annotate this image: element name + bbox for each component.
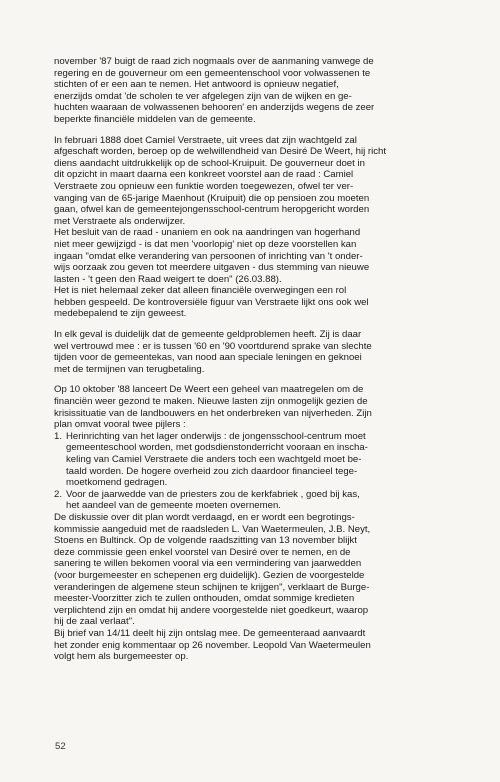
paragraph-5: [54, 329, 462, 375]
text-line: lasten - 't geen den Raad weigert te doen" (26.03.88).: [54, 273, 282, 285]
text-line: moetkomend gedragen.: [66, 477, 168, 489]
text-line: hij de zaal verlaat".: [54, 616, 135, 628]
text-line: het zonder enig kommentaar op 26 november. Leopold Van Waetermeulen: [54, 639, 371, 651]
text-line: Bij brief van 14/11 deelt hij zijn ontslag mee. De gemeenteraad aanvaardt: [54, 627, 366, 639]
text-line: Het besluit van de raad - unaniem en ook na aandringen van hogerhand: [54, 227, 361, 239]
text-line: taald worden. De hogere overheid zou zich daardoor financieel tege-: [66, 465, 358, 477]
text-line: dit opzicht in maart daarna een konkreet voorstel aan de raad : Camiel: [54, 169, 354, 181]
list-item-number: 2.: [54, 488, 63, 500]
text-line: vanging van de 65-jarige Maenhout (Kruipuit) die op pensioen zou moeten: [54, 192, 370, 204]
text-line: kommissie aangeduid met de raadsleden L. Van Waetermeulen, J.B. Neyt,: [54, 523, 371, 535]
text-line: Herinrichting van het lager onderwijs : de jongensschool-centrum moet: [66, 430, 366, 442]
text-line: deze commissie geen enkel voorstel van Desiré over te nemen, en de: [54, 546, 351, 558]
text-line: (voor burgemeester en schepenen erg duidelijk). Gezien de voorgestelde: [54, 569, 365, 581]
text-line: niet meer gewijzigd - is dat men 'voorlopig' niet op deze voorstellen kan: [54, 238, 357, 250]
page-body: [54, 56, 462, 663]
text-line: tijden voor de gemeentekas, van nood aan speciale leningen en geknoei: [54, 352, 362, 364]
text-line: beperkte financiële middelen van de gemeente.: [54, 113, 256, 125]
page-number: 52: [55, 741, 66, 752]
text-line: enerzijds omdat 'de scholen te ver afgelegen zijn van de wijken en ge-: [54, 90, 352, 102]
paragraph-1: [54, 56, 462, 126]
paragraph-6: [54, 384, 462, 430]
text-line: het aandeel van de gemeente moeten overnemen.: [66, 500, 281, 512]
list-item: [54, 489, 462, 512]
paragraph-4: [54, 285, 462, 320]
text-line: afgeschaft worden, beroep op de welwillendheid van Desiré De Weert, hij richt: [54, 146, 387, 158]
paragraph-8: [54, 628, 462, 663]
text-line: stichten of er een aan te nemen. Het antwoord is opnieuw negatief,: [54, 79, 339, 91]
text-line: In elk geval is duidelijk dat de gemeente geldproblemen heeft. Zij is daar: [54, 329, 362, 341]
text-line: keling van Camiel Verstraete die anders toch een wachtgeld moet be-: [66, 454, 362, 465]
text-line: financiën weer gezond te maken. Nieuwe lasten zijn onmogelijk gezien de: [54, 396, 368, 408]
paragraph-2: [54, 135, 462, 228]
text-line: november '87 buigt de raad zich nogmaals over de aanmaning vanwege de: [54, 56, 374, 67]
text-line: Voor de jaarwedde van de priesters zou de kerkfabriek , goed bij kas,: [66, 488, 360, 500]
text-line: Verstraete zou opnieuw een funktie worden toegewezen, ofwel ter ver-: [54, 180, 354, 192]
text-line: Stoens en Bultinck. Op de volgende raadszitting van 13 november blijkt: [54, 535, 357, 547]
text-line: gemeenteschool worden, met godsdienstonderricht vooraan en inscha-: [66, 442, 368, 454]
text-line: plan omvat vooral twee pijlers :: [54, 419, 186, 431]
text-line: volgt hem als burgemeester op.: [54, 651, 189, 663]
text-line: ingaan "omdat elke verandering van persoonen of inrichting van 't onder-: [54, 250, 363, 262]
text-line: krisissituatie van de landbouwers en het onderbreken van nijverheden. Zijn: [54, 407, 372, 419]
list-item-text: [66, 431, 462, 489]
text-line: veranderingen de algemene steun schijnen te krijgen", verklaart de Burge-: [54, 581, 370, 593]
text-line: met Verstraete als onderwijzer.: [54, 215, 186, 227]
paragraph-7: [54, 512, 462, 628]
text-line: Op 10 oktober '88 lanceert De Weert een geheel van maatregelen om de: [54, 384, 364, 396]
text-line: meester-Voorzitter zich te zullen onthouden, omdat sommige kredieten: [54, 593, 355, 605]
paragraph-3: [54, 227, 462, 285]
list-item: [54, 431, 462, 489]
list-item-text: [66, 489, 462, 512]
text-line: gaan, ofwel kan de gemeentejongensschool-centrum heropgericht worden: [54, 204, 370, 216]
text-line: hebben gespeeld. De kontroversiële figuur van Verstraete lijkt ons ook wel: [54, 296, 369, 308]
text-line: wijs oorzaak zou geven tot meerdere uitgaven - dus stemming van nieuwe: [54, 262, 370, 274]
text-line: medebepalend te zijn geweest.: [54, 308, 187, 320]
text-line: met de termijnen van terugbetaling.: [54, 363, 205, 375]
text-line: sanering te willen bekomen vooral via een vermindering van jaarwedden: [54, 558, 362, 570]
text-line: Het is niet helemaal zeker dat alleen financiële overwegingen een rol: [54, 285, 347, 297]
text-line: In februari 1888 doet Camiel Verstraete, uit vrees dat zijn wachtgeld zal: [54, 134, 357, 146]
text-line: regering en de gouverneur om een gemeentenschool voor volwassenen te: [54, 67, 371, 79]
text-line: verplichtend zijn en omdat hij andere voorgestelde niet goedkeurt, waarop: [54, 604, 369, 616]
text-line: De diskussie over dit plan wordt verdaagd, en er wordt een begrotings-: [54, 511, 355, 523]
text-line: wel vertrouwd mee : er is tussen '60 en '90 voortdurend sprake van slechte: [54, 340, 372, 352]
text-line: huchten waaraan de volwassenen behooren' en anderzijds wegens de zeer: [54, 102, 375, 114]
text-line: diens aandacht uitdrukkelijk op de school-Kruipuit. De gouverneur doet in: [54, 157, 365, 169]
pillar-list: [54, 431, 462, 512]
list-item-number: 1.: [54, 430, 63, 442]
